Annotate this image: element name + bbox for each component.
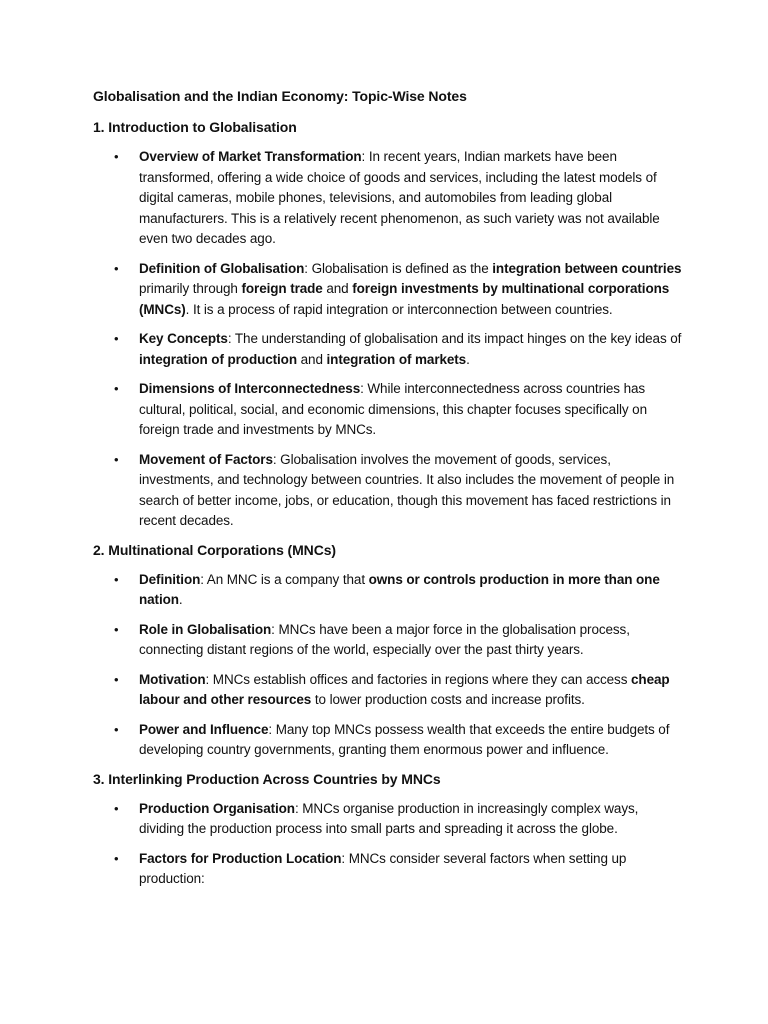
item-term: Definition	[139, 571, 201, 587]
item-term: Power and Influence	[139, 721, 269, 737]
bullet-list	[93, 570, 683, 761]
list-item	[93, 147, 683, 250]
bullet-icon: •	[114, 721, 119, 737]
item-text: : MNCs establish offices and factories in regions where they can access	[205, 671, 632, 687]
bullet-icon: •	[114, 850, 119, 866]
item-text: : Globalisation involves the movement of goods, services, investments, and technology between countries. It also includes the movement of people in search of better income, jobs, or education, though this movement has faced restrictions in recent decades.	[139, 451, 675, 528]
item-term: Motivation	[139, 671, 206, 687]
list-item	[93, 720, 683, 761]
section-heading: 3. Interlinking Production Across Countries by MNCs	[93, 770, 441, 787]
list-item	[93, 670, 683, 711]
item-term: Overview of Market Transformation	[139, 149, 362, 164]
list-item	[93, 849, 683, 890]
item-term: Key Concepts	[139, 331, 228, 346]
bullet-icon: •	[114, 451, 119, 467]
list-item	[93, 329, 683, 370]
item-text-bold: cheap labour and other resources	[139, 671, 670, 707]
list-item	[93, 799, 683, 840]
section-heading: 2. Multinational Corporations (MNCs)	[93, 541, 336, 558]
item-text-bold: integration of markets	[326, 351, 467, 367]
bullet-icon: •	[114, 800, 119, 816]
item-text: : In recent years, Indian markets have been transformed, offering a wide choice of goods and services, including the latest models of digital cameras, mobile phones, televisions, and automobiles from leading global manufacturers. This is a relatively recent phenomenon, as such variety was not available even two decades ago.	[139, 149, 660, 246]
bullet-icon: •	[114, 381, 119, 396]
bullet-list	[93, 147, 683, 532]
item-text: . It is a process of rapid integration or interconnection between countries.	[185, 301, 613, 317]
list-item	[93, 620, 683, 661]
list-item	[93, 379, 683, 441]
item-text: to lower production costs and increase profits.	[311, 692, 585, 707]
item-term: Movement of Factors	[139, 451, 273, 467]
item-text: : MNCs consider several factors when setting up production:	[139, 850, 627, 886]
bullet-list	[93, 799, 683, 890]
item-text: : MNCs have been a major force in the globalisation process, connecting distant regions of the world, especially over the past thirty years.	[139, 621, 630, 657]
section-heading: 1. Introduction to Globalisation	[93, 119, 297, 135]
item-text-bold: foreign investments by multinational corporations (MNCs)	[139, 281, 670, 317]
document-title: Globalisation and the Indian Economy: Topic-Wise Notes	[93, 88, 467, 104]
list-item	[93, 450, 683, 532]
item-term: Factors for Production Location	[139, 850, 342, 866]
item-text: : Many top MNCs possess wealth that exceeds the entire budgets of developing country governments, granting them enormous power and influence.	[139, 721, 670, 757]
bullet-icon: •	[114, 571, 119, 587]
item-text: : An MNC is a company that	[200, 571, 369, 587]
item-text: and	[296, 351, 327, 367]
item-text-bold: integration of production	[139, 351, 297, 367]
item-text: .	[178, 592, 183, 607]
item-text-bold: owns or controls production in more than one nation	[139, 571, 660, 607]
item-term: Definition of Globalisation	[139, 260, 305, 276]
item-text: : MNCs organise production in increasingly complex ways, dividing the production process into small parts and spreading it across the globe.	[139, 800, 639, 836]
item-text-bold: integration between countries	[492, 260, 682, 276]
list-item	[93, 570, 683, 611]
bullet-icon: •	[114, 331, 119, 346]
bullet-icon: •	[114, 149, 119, 164]
bullet-icon: •	[114, 621, 119, 637]
item-text: : The understanding of globalisation and its impact hinges on the key ideas of	[227, 331, 682, 346]
item-text-bold: foreign trade	[241, 281, 323, 296]
item-text: primarily through	[139, 281, 242, 296]
bullet-icon: •	[114, 671, 119, 687]
item-text: : While interconnectedness across countries has cultural, political, social, and economic dimensions, this chapter focuses specifically on foreign trade and investments by MNCs.	[139, 381, 648, 437]
document-body	[93, 118, 683, 890]
item-term: Production Organisation	[139, 800, 295, 816]
document-page	[93, 87, 683, 899]
item-term: Role in Globalisation	[139, 621, 272, 637]
item-text: and	[322, 281, 353, 296]
item-term: Dimensions of Interconnectedness	[139, 381, 361, 396]
item-text: .	[466, 351, 470, 367]
item-text: : Globalisation is defined as the	[304, 260, 493, 276]
bullet-icon: •	[114, 260, 119, 276]
list-item	[93, 259, 683, 321]
